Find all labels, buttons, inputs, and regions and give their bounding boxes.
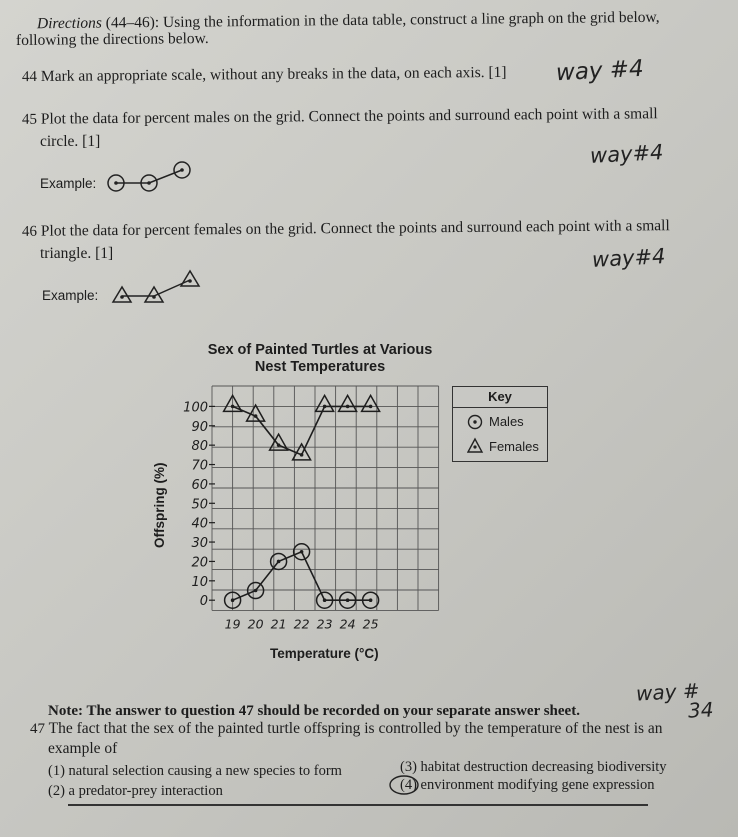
question-46-text: Plot the data for percent females on the grid. Connect the points and surround each point with a small: [40, 217, 670, 240]
key-title: Key: [453, 387, 547, 408]
male-data-point-dot: [254, 589, 258, 593]
question-44-number: 44: [21, 68, 38, 86]
female-data-point-dot: [231, 405, 235, 409]
question-45-number: 45: [21, 111, 38, 128]
question-47-line-1: [30, 720, 663, 738]
handwritten-note-47a: way #: [635, 678, 701, 706]
y-tick-label: 50: [191, 497, 208, 513]
handwritten-note-44: way #4: [555, 55, 645, 87]
female-data-point-dot: [300, 453, 304, 457]
question-47-line-2: example of: [48, 740, 118, 757]
male-data-point-dot: [323, 598, 327, 602]
x-tick-label: 20: [247, 616, 264, 632]
choice-3[interactable]: (3) habitat destruction decreasing biodiversity: [400, 759, 667, 775]
y-tick-label: 40: [191, 516, 208, 532]
female-data-point-dot: [277, 443, 281, 447]
y-tick-label: 70: [191, 458, 208, 474]
female-data-point-dot: [254, 414, 258, 418]
handwritten-note-47b: 34: [687, 697, 715, 723]
y-axis-label: Offspring (%): [152, 462, 167, 548]
x-tick-label: 25: [362, 616, 379, 632]
female-data-point-dot: [369, 405, 373, 409]
question-47-text: The fact that the sex of the painted turtle offspring is controlled by the temperature of the nest is an: [48, 720, 663, 737]
divider-line: [68, 804, 648, 806]
answer-note: Note: The answer to question 47 should be recorded on your separate answer sheet.: [48, 703, 580, 719]
male-data-point-dot: [346, 598, 350, 602]
y-tick-label: 30: [191, 536, 208, 552]
y-tick-label: 0: [199, 594, 208, 610]
x-tick-label: 24: [339, 616, 356, 632]
x-axis-label: Temperature (°C): [270, 646, 379, 661]
y-tick-label: 20: [191, 555, 208, 571]
male-data-point-dot: [300, 550, 304, 554]
chart-key: [452, 386, 548, 462]
key-males-label: Males: [489, 414, 524, 429]
y-tick-label: 80: [191, 439, 208, 455]
male-data-point-dot: [277, 560, 281, 564]
key-markers: [467, 413, 485, 457]
key-females-label: Females: [489, 439, 539, 454]
x-tick-label: 19: [224, 616, 241, 632]
question-47-number: 47: [30, 721, 45, 737]
directions-text: (44–46): Using the information in the data table, construct a line graph on the grid below,: [101, 8, 660, 32]
choice-4[interactable]: (4) environment modifying gene expression: [400, 777, 655, 793]
y-tick-label: 60: [191, 477, 208, 493]
y-tick-label: 90: [191, 419, 208, 435]
female-data-point-dot: [323, 405, 327, 409]
question-45-line-2: circle. [1]: [40, 133, 101, 150]
x-tick-label: 22: [293, 616, 310, 632]
y-tick-label: 100: [183, 400, 208, 416]
female-data-point-dot: [346, 405, 350, 409]
choice-2[interactable]: (2) a predator-prey interaction: [48, 783, 223, 799]
x-tick-label: 23: [316, 616, 333, 632]
example-label-45: Example:: [40, 176, 97, 191]
male-data-point-dot: [231, 598, 235, 602]
y-tick-label: 10: [191, 574, 208, 590]
chart-title-line-1: Sex of Painted Turtles at Various: [207, 342, 433, 358]
question-45-text: Plot the data for percent males on the grid. Connect the points and surround each point with a small: [40, 105, 658, 128]
chart-title-line-2: Nest Temperatures: [254, 359, 386, 375]
x-tick-label: 21: [270, 616, 287, 632]
female-data-point: [339, 395, 357, 411]
question-44-text: Mark an appropriate scale, without any breaks in the data, on each axis. [1]: [40, 63, 507, 85]
question-46-number: 46: [21, 223, 38, 240]
choice-1[interactable]: (1) natural selection causing a new species to form: [48, 763, 342, 779]
directions-label: Directions: [36, 14, 102, 33]
selected-choice-circle: [388, 774, 420, 796]
handwritten-note-46: way#4: [591, 244, 667, 272]
question-46-line-2: triangle. [1]: [40, 245, 114, 262]
example-label-46: Example:: [42, 288, 99, 303]
handwritten-note-45: way#4: [589, 140, 665, 168]
male-data-point-dot: [369, 598, 373, 602]
female-data-point: [316, 395, 334, 411]
directions-line-2: following the directions below.: [15, 29, 209, 50]
